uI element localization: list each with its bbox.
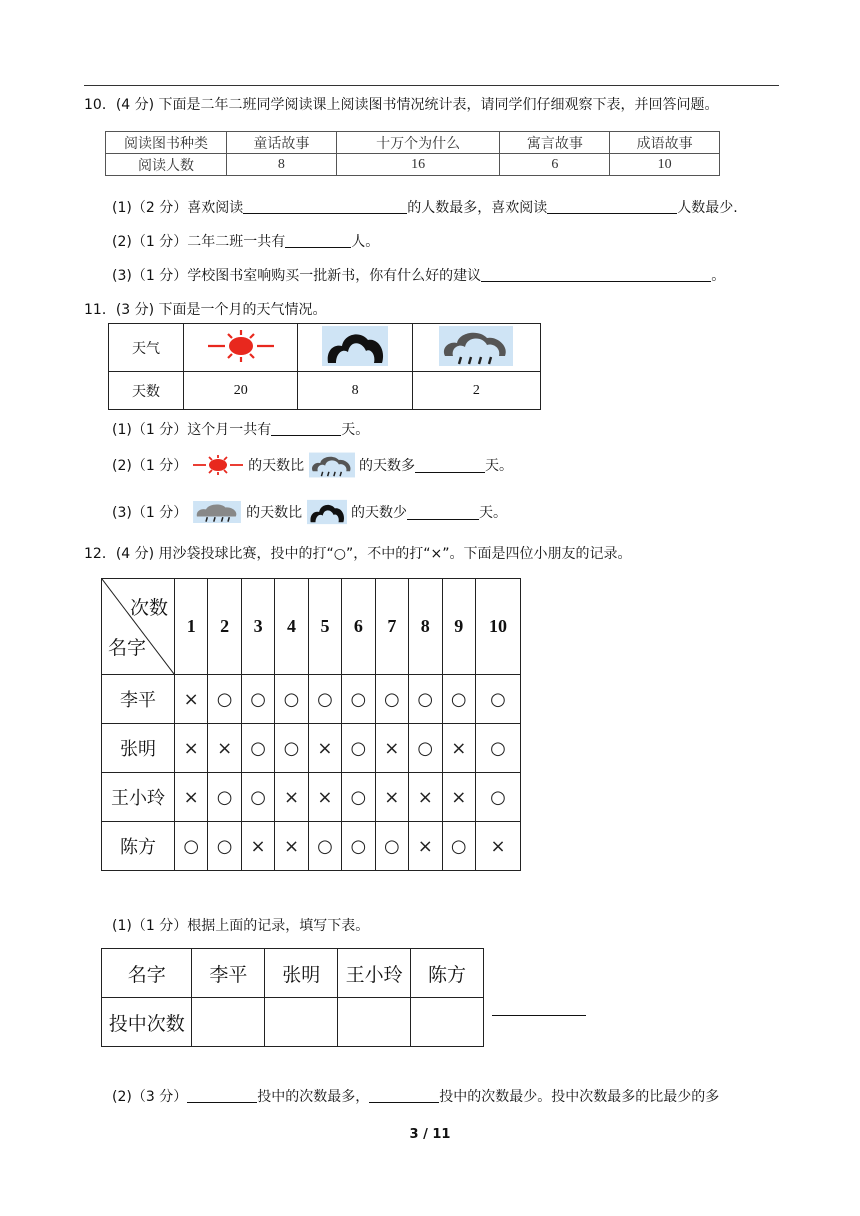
table-cell [298, 324, 412, 372]
mark-cell: ○ [375, 822, 408, 871]
table-cell: 2 [412, 372, 540, 410]
table-row-label: 投中次数 [102, 998, 192, 1047]
attempt-header: 9 [442, 579, 476, 675]
mark-cell: ○ [241, 773, 274, 822]
mark-cell: ○ [241, 675, 274, 724]
table-row-label: 天数 [109, 372, 184, 410]
answer-blank[interactable] [285, 233, 351, 248]
mark-cell: ○ [241, 724, 274, 773]
mark-cell: ○ [342, 773, 375, 822]
table-cell: 8 [227, 154, 337, 176]
mark-cell: ○ [208, 822, 241, 871]
answer-blank[interactable] [415, 458, 485, 473]
mark-cell: ○ [308, 822, 341, 871]
sun-icon [206, 329, 276, 363]
table-row [102, 773, 521, 822]
mark-cell: × [275, 773, 308, 822]
table-header-cell: 十万个为什么 [336, 132, 500, 154]
throw-record-table [101, 578, 521, 871]
table-header-cell: 名字 [102, 949, 192, 998]
weather-table [108, 323, 541, 410]
table-header-cell: 寓言故事 [500, 132, 610, 154]
answer-blank[interactable] [547, 199, 677, 214]
table-header-cell: 王小玲 [338, 949, 411, 998]
mark-cell: ○ [342, 822, 375, 871]
mark-cell: ○ [275, 675, 308, 724]
mark-cell: × [175, 724, 208, 773]
table-row [102, 822, 521, 871]
answer-cell[interactable] [192, 998, 265, 1047]
table-header-cell: 李平 [192, 949, 265, 998]
attempt-header: 6 [342, 579, 375, 675]
mark-cell: × [375, 773, 408, 822]
table-header-cell: 阅读图书种类 [106, 132, 227, 154]
q11-sub1: (1)（1 分）这个月一共有 天。 [112, 422, 370, 438]
rain-cloud-icon [439, 326, 513, 366]
mark-cell: ○ [342, 675, 375, 724]
mark-cell: × [442, 724, 476, 773]
answer-blank[interactable] [481, 267, 711, 282]
table-cell [184, 324, 298, 372]
answer-blank[interactable] [369, 1088, 439, 1103]
attempt-header: 2 [208, 579, 241, 675]
attempt-header: 1 [175, 579, 208, 675]
mark-cell: × [208, 724, 241, 773]
answer-blank[interactable] [407, 505, 479, 520]
cloud-icon [322, 326, 388, 366]
mark-cell: ○ [275, 724, 308, 773]
table-cell: 20 [184, 372, 298, 410]
row-name: 李平 [102, 675, 175, 724]
corner-header-cell [102, 579, 175, 675]
q10-sub1: (1)（2 分）喜欢阅读 的人数最多，喜欢阅读 人数最少. [112, 200, 738, 216]
q10-sub2: (2)（1 分）二年二班一共有 人。 [112, 234, 380, 250]
mark-cell: ○ [409, 724, 442, 773]
reading-stats-table [105, 131, 720, 176]
cloud-icon [307, 498, 347, 526]
mark-cell: × [241, 822, 274, 871]
table-row-label: 阅读人数 [106, 154, 227, 176]
mark-cell: ○ [342, 724, 375, 773]
mark-cell: × [476, 822, 521, 871]
mark-cell: ○ [308, 675, 341, 724]
mark-cell: ○ [375, 675, 408, 724]
q12-title: 12．(4 分) 用沙袋投球比赛，投中的打“○”，不中的打“×”。下面是四位小朋友的记录。 [84, 546, 632, 562]
table-header-cell: 陈方 [411, 949, 484, 998]
table-cell: 16 [336, 154, 500, 176]
attempt-header: 7 [375, 579, 408, 675]
header-rule [84, 85, 779, 86]
table-header-cell: 成语故事 [610, 132, 720, 154]
mark-cell: ○ [208, 675, 241, 724]
q12-sub2: (2)（3 分） 投中的次数最多， 投中的次数最少。投中次数最多的比最少的多 [112, 1089, 720, 1105]
attempt-header: 10 [476, 579, 521, 675]
mark-cell: × [275, 822, 308, 871]
mark-cell: × [175, 675, 208, 724]
row-name: 张明 [102, 724, 175, 773]
table-row-label: 天气 [109, 324, 184, 372]
mark-cell: ○ [442, 675, 476, 724]
table-cell: 8 [298, 372, 412, 410]
answer-blank[interactable] [187, 1088, 257, 1103]
mark-cell: ○ [476, 773, 521, 822]
mark-cell: ○ [442, 822, 476, 871]
mark-cell: × [308, 773, 341, 822]
q10-title: 10．(4 分) 下面是二年二班同学阅读课上阅读图书情况统计表，请同学们仔细观察下表，并回答问题。 [84, 97, 719, 113]
q11-title: 11．(3 分) 下面是一个月的天气情况。 [84, 302, 327, 318]
attempt-header: 4 [275, 579, 308, 675]
rain-cloud-icon [309, 452, 355, 478]
q10-sub3: (3)（1 分）学校图书室响购买一批新书，你有什么好的建议 。 [112, 268, 726, 284]
table-header-cell: 童话故事 [227, 132, 337, 154]
page-number: 3 / 11 [409, 1127, 451, 1142]
table-cell [412, 324, 540, 372]
mark-cell: ○ [476, 675, 521, 724]
sun-icon [192, 454, 244, 476]
table-cell: 6 [500, 154, 610, 176]
table-row [102, 724, 521, 773]
answer-cell[interactable] [338, 998, 411, 1047]
q12-sub1: (1)（1 分）根据上面的记录，填写下表。 [112, 918, 370, 934]
mark-cell: × [409, 773, 442, 822]
fill-in-table [101, 948, 484, 1047]
mark-cell: ○ [409, 675, 442, 724]
mark-cell: ○ [175, 822, 208, 871]
attempt-header: 3 [241, 579, 274, 675]
answer-blank[interactable] [492, 1015, 586, 1016]
mark-cell: ○ [476, 724, 521, 773]
mark-cell: × [409, 822, 442, 871]
mark-cell: ○ [208, 773, 241, 822]
mark-cell: × [308, 724, 341, 773]
row-name: 王小玲 [102, 773, 175, 822]
answer-blank[interactable] [271, 421, 341, 436]
table-row [102, 675, 521, 724]
table-header-cell: 张明 [265, 949, 338, 998]
corner-top-label: 次数 [129, 597, 168, 619]
attempt-header: 8 [409, 579, 442, 675]
answer-cell[interactable] [265, 998, 338, 1047]
answer-blank[interactable] [243, 199, 407, 214]
table-cell: 10 [610, 154, 720, 176]
mark-cell: × [375, 724, 408, 773]
row-name: 陈方 [102, 822, 175, 871]
answer-cell[interactable] [411, 998, 484, 1047]
q11-sub2: (2)（1 分） 的天数比 的天数多 天。 [112, 452, 513, 478]
q11-sub3: (3)（1 分） 的天数比 的天数少 天。 [112, 498, 507, 526]
corner-bottom-label: 名字 [108, 637, 147, 659]
mark-cell: × [442, 773, 476, 822]
rain-cloud-icon [192, 501, 242, 523]
mark-cell: × [175, 773, 208, 822]
attempt-header: 5 [308, 579, 341, 675]
